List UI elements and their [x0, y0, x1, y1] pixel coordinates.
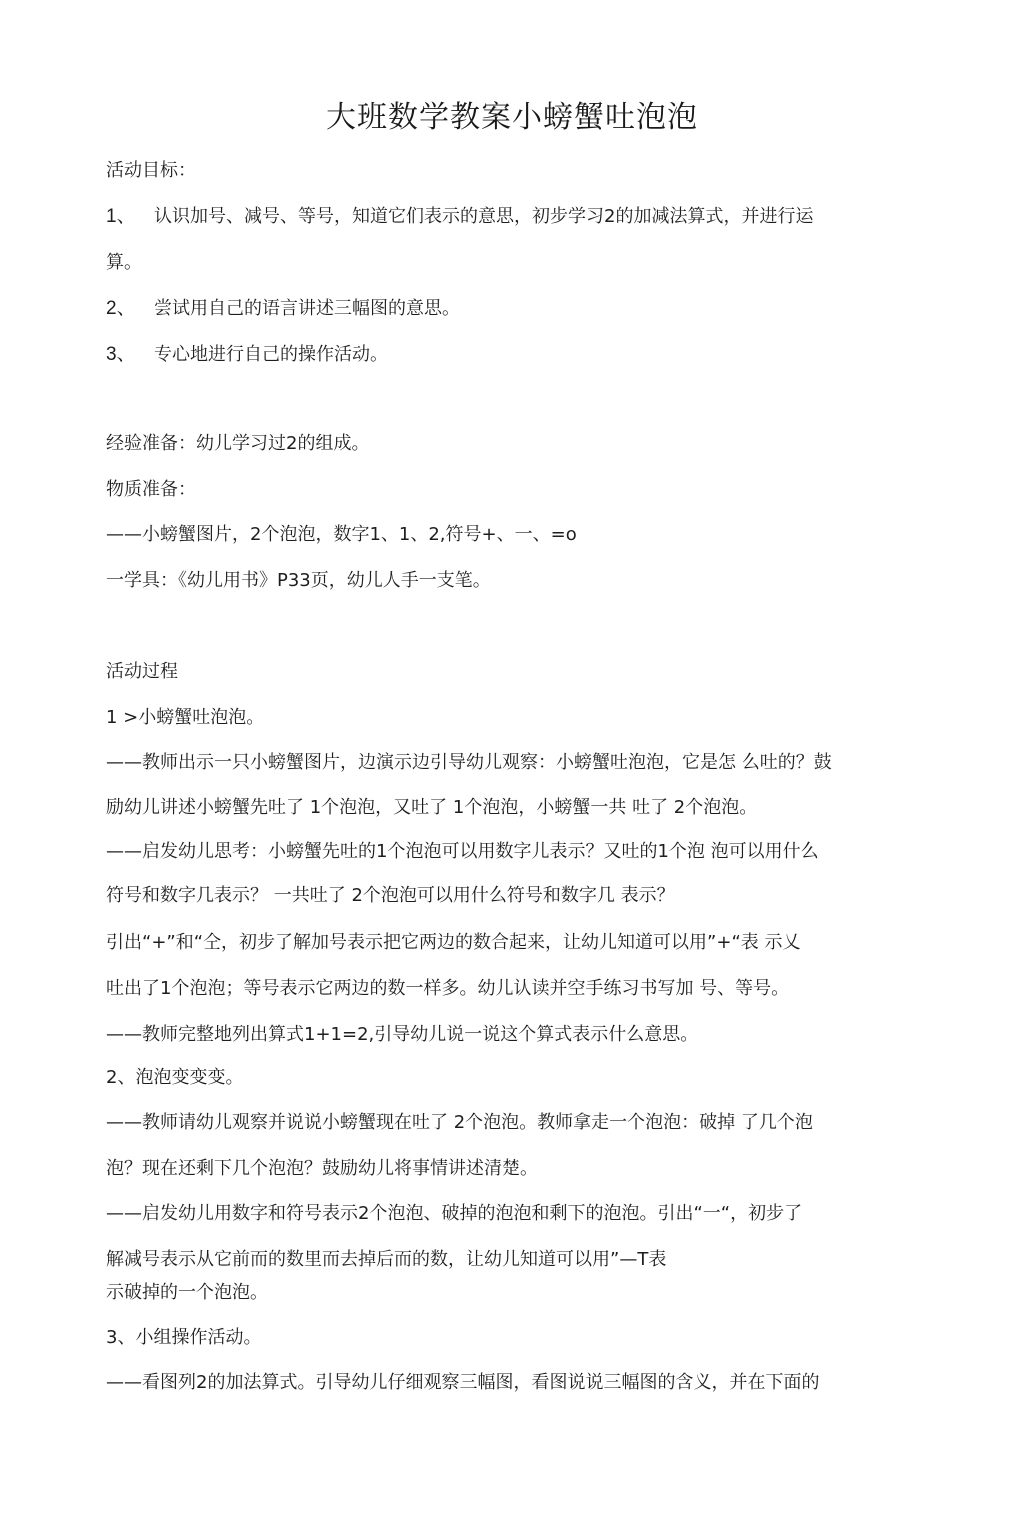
goal-item-3	[106, 342, 388, 368]
goal-number: 3、	[106, 344, 136, 365]
goal-item-1	[106, 204, 813, 230]
paragraph-line: ——启发幼儿用数字和符号表示2个泡泡、破掉的泡泡和剩下的泡泡。引出“一“，初步了	[106, 1203, 803, 1224]
goals-heading: 活动目标：	[106, 160, 196, 181]
material-item-2: 一学具：《幼儿用书》P33页，幼儿人手一支笔。	[106, 570, 491, 591]
goal-text: 尝试用自己的语言讲述三幅图的意思。	[154, 298, 460, 319]
paragraph-line: 解减号表示从它前而的数里而去掉后而的数，让幼儿知道可以用”—T表	[106, 1249, 667, 1270]
paragraph-line: ——启发幼儿思考：小螃蟹先吐的1个泡泡可以用数字儿表示？又吐的1个泡 泡可以用什么	[106, 841, 819, 862]
section-1-title: 1 >小螃蟹吐泡泡。	[106, 707, 265, 728]
process-heading: 活动过程	[106, 661, 178, 682]
paragraph-line: ——教师完整地列出算式1+1=2,引导幼儿说一说这个算式表示什么意思。	[106, 1024, 699, 1045]
paragraph-line: ——教师出示一只小螃蟹图片，边演示边引导幼儿观察：小螃蟹吐泡泡，它是怎 么吐的？鼓	[106, 752, 832, 773]
paragraph-line: 符号和数字几表示？ 一共吐了 2个泡泡可以用什么符号和数字几 表示？	[106, 885, 675, 906]
document-title: 大班数学教案小螃蟹吐泡泡	[326, 100, 698, 135]
goal-item-2	[106, 296, 460, 322]
material-item-1: ——小螃蟹图片，2个泡泡，数字1、1、2,符号+、一、=o	[106, 524, 577, 545]
paragraph-line: 引出“+”和“仝，初步了解加号表示把它两边的数合起来，让幼儿知道可以用”+“表 示乂	[106, 932, 801, 953]
goal-number: 1、	[106, 206, 136, 227]
paragraph-line: 泡？现在还剩下几个泡泡？鼓励幼儿将事情讲述清楚。	[106, 1158, 538, 1179]
paragraph-line: ——看图列2的加法算式。引导幼儿仔细观察三幅图，看图说说三幅图的含义，并在下面的	[106, 1372, 820, 1393]
goal-number: 2、	[106, 298, 136, 319]
paragraph-line: 吐出了1个泡泡；等号表示它两边的数一样多。幼儿认读并空手练习书写加 号、等号。	[106, 978, 790, 999]
section-2-title: 2、泡泡变变变。	[106, 1067, 244, 1088]
paragraph-line: 励幼儿讲述小螃蟹先吐了 1个泡泡，又吐了 1个泡泡，小螃蟹一共 吐了 2个泡泡。	[106, 797, 758, 818]
goal-text: 专心地进行自己的操作活动。	[154, 344, 388, 365]
goal-item-1-continued: 算。	[106, 252, 142, 273]
paragraph-line: 示破掉的一个泡泡。	[106, 1282, 268, 1303]
goal-text: 认识加号、减号、等号，知道它们表示的意思，初步学习2的加减法算式，并进行运	[154, 206, 814, 227]
material-heading: 物质准备：	[106, 479, 196, 500]
paragraph-line: ——教师请幼儿观察并说说小螃蟹现在吐了 2个泡泡。教师拿走一个泡泡：破掉 了几个泡	[106, 1112, 813, 1133]
section-3-title: 3、小组操作活动。	[106, 1327, 262, 1348]
experience-prep: 经验准备：幼儿学习过2的组成。	[106, 433, 370, 454]
